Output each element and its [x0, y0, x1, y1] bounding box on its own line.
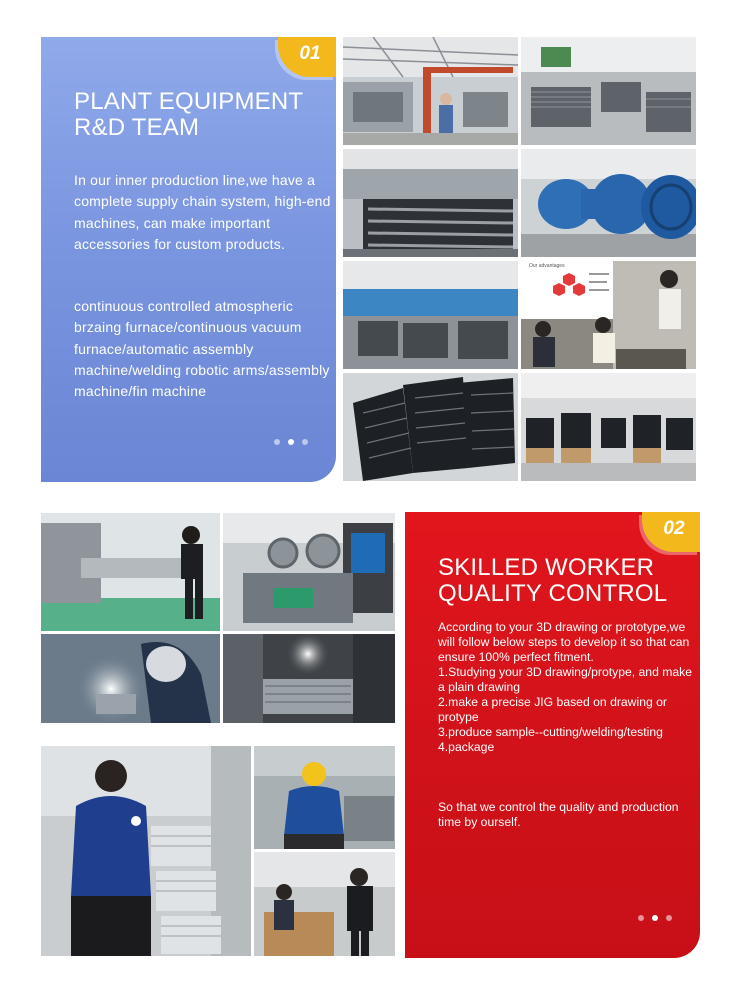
process-intro: According to your 3D drawing or prototype,we will follow below steps to develop it so that can ensure 100% perfect fitment. — [438, 620, 690, 664]
carousel-dot-active[interactable] — [652, 915, 658, 921]
quality-process-text — [438, 620, 696, 755]
skilled-worker-panel — [405, 512, 700, 958]
packaging-workers-photo — [254, 852, 395, 956]
skilled-worker-title — [438, 555, 667, 607]
finished-radiators-photo — [343, 373, 518, 481]
process-step: 3.produce sample--cutting/welding/testing — [438, 725, 663, 739]
press-machines-photo — [223, 513, 395, 631]
process-step: 2.make a precise JIG based on drawing or protype — [438, 695, 667, 724]
closing-statement: So that we control the quality and production time by ourself. — [438, 800, 679, 829]
welding-worker-photo — [41, 634, 220, 723]
section-number-badge: 01 — [278, 37, 336, 77]
carousel-indicator[interactable] — [638, 915, 672, 921]
welding-robot-photo — [223, 634, 395, 723]
equipment-list: continuous controlled atmospheric brzaing furnace/continuous vacuum furnace/automatic assembly machine/welding robotic arms/assembly machine/fin machine — [74, 298, 330, 400]
factory-floor-photo — [343, 37, 518, 145]
title-line-2: R&D TEAM — [74, 114, 200, 141]
title-line-1: SKILLED WORKER — [438, 554, 655, 581]
carousel-dot-active[interactable] — [288, 439, 294, 445]
assembly-machine-photo — [343, 149, 518, 257]
title-line-1: PLANT EQUIPMENT — [74, 88, 304, 115]
production-line-description: In our inner production line,we have a complete supply chain system, high-end machines, can make important accessories for custom products. — [74, 172, 331, 252]
worker-inspection-photo — [41, 513, 220, 631]
vacuum-furnace-photo — [521, 149, 696, 257]
radiator-welding-worker-photo — [41, 746, 251, 956]
title-line-2: QUALITY CONTROL — [438, 580, 668, 607]
carousel-dot[interactable] — [274, 439, 280, 445]
carousel-dot[interactable] — [666, 915, 672, 921]
process-step: 4.package — [438, 740, 495, 754]
section-number-badge: 02 — [642, 512, 700, 552]
slide-heading: Our advantages — [529, 263, 565, 269]
carousel-indicator[interactable] — [274, 439, 308, 445]
plant-equipment-title — [74, 89, 303, 141]
process-step: 1.Studying your 3D drawing/protype, and make a plain drawing — [438, 665, 693, 694]
plant-equipment-panel — [41, 37, 336, 482]
radiator-warehouse-photo — [521, 373, 696, 481]
brazing-furnace-line-photo — [343, 261, 518, 369]
rd-team-meeting-photo — [521, 261, 696, 369]
radiator-stock-photo — [521, 37, 696, 145]
carousel-dot[interactable] — [638, 915, 644, 921]
worker-hard-hat-photo — [254, 746, 395, 849]
carousel-dot[interactable] — [302, 439, 308, 445]
